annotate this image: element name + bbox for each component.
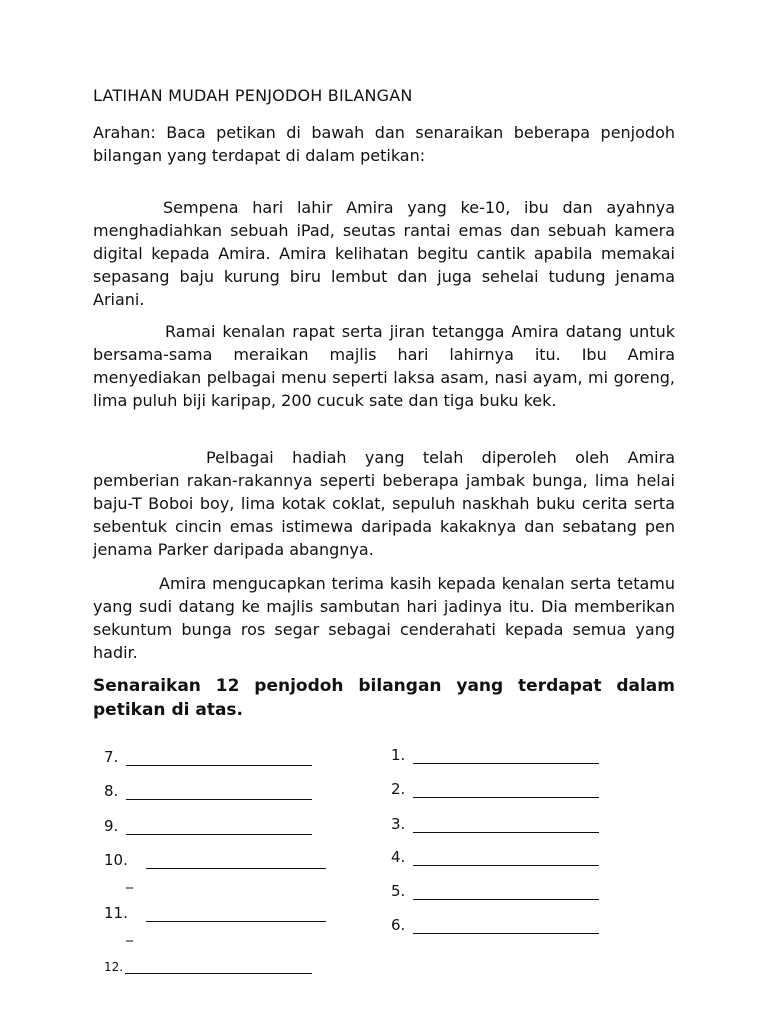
answer-blank-2[interactable] bbox=[413, 783, 599, 798]
answer-blank-9[interactable] bbox=[126, 820, 312, 835]
answer-number: 10. bbox=[104, 851, 128, 869]
answer-item-9 bbox=[104, 817, 312, 835]
answer-item-8 bbox=[104, 782, 312, 800]
answer-number: 9. bbox=[104, 817, 119, 835]
answer-item-5 bbox=[391, 882, 599, 900]
answer-item-1 bbox=[391, 746, 599, 764]
worksheet-title: LATIHAN MUDAH PENJODOH BILANGAN bbox=[93, 86, 413, 105]
answer-blank-4[interactable] bbox=[413, 851, 599, 866]
answer-blank-1[interactable] bbox=[413, 749, 599, 764]
instruction-text: Arahan: Baca petikan di bawah dan senaraikan beberapa penjodoh bilangan yang terdapat di dalam petikan: bbox=[93, 123, 675, 165]
answer-number: 8. bbox=[104, 782, 119, 800]
answer-item-2 bbox=[391, 780, 599, 798]
answer-blank-5[interactable] bbox=[413, 885, 599, 900]
answer-blank-12[interactable] bbox=[125, 959, 312, 974]
answer-blank-6[interactable] bbox=[413, 919, 599, 934]
answer-number: 5. bbox=[391, 882, 406, 900]
passage-paragraph-4: Amira mengucapkan terima kasih kepada kenalan serta tetamu yang sudi datang ke majlis sambutan hari jadinya itu. Dia memberikan sekuntum bunga ros segar sebagai cenderahati kepada semua yang hadir. bbox=[93, 574, 675, 662]
answer-item-10 bbox=[104, 851, 326, 889]
answer-number: 6. bbox=[391, 916, 406, 934]
answer-blank-11[interactable] bbox=[146, 907, 326, 922]
answer-number: 4. bbox=[391, 848, 406, 866]
answer-item-6 bbox=[391, 916, 599, 934]
answer-blank-10[interactable] bbox=[146, 854, 326, 869]
answer-number: 3. bbox=[391, 815, 406, 833]
answer-number: 12. bbox=[104, 960, 124, 974]
question-text: Senaraikan 12 penjodoh bilangan yang terdapat dalam petikan di atas. bbox=[93, 676, 675, 720]
answer-item-12 bbox=[104, 959, 312, 974]
passage-paragraph-3: Pelbagai hadiah yang telah diperoleh oleh Amira pemberian rakan-rakannya seperti beberapa jambak bunga, lima helai baju-T Boboi boy, lima kotak coklat, sepuluh naskhah buku cerita serta sebentuk cincin emas istimewa daripada kakaknya dan sebatang pen jenama Parker daripada abangnya. bbox=[93, 448, 675, 559]
answer-trail: _ bbox=[126, 873, 133, 889]
answer-number: 11. bbox=[104, 904, 128, 922]
answer-number: 7. bbox=[104, 748, 119, 766]
answer-number: 1. bbox=[391, 746, 406, 764]
answer-item-11 bbox=[104, 904, 326, 942]
answer-item-7 bbox=[104, 748, 312, 766]
answer-blank-3[interactable] bbox=[413, 818, 599, 833]
answer-number: 2. bbox=[391, 780, 406, 798]
answer-trail: _ bbox=[126, 926, 133, 942]
passage-paragraph-2: Ramai kenalan rapat serta jiran tetangga Amira datang untuk bersama-sama meraikan majlis hari lahirnya itu. Ibu Amira menyediakan pelbagai menu seperti laksa asam, nasi ayam, mi goreng, lima puluh biji karipap, 200 cucuk sate dan tiga buku kek. bbox=[93, 322, 675, 410]
passage-paragraph-1: Sempena hari lahir Amira yang ke-10, ibu dan ayahnya menghadiahkan sebuah iPad, seutas rantai emas dan sebuah kamera digital kepada Amira. Amira kelihatan begitu cantik apabila memakai sepasang baju kurung biru lembut dan juga sehelai tudung jenama Ariani. bbox=[93, 198, 675, 309]
answer-blank-7[interactable] bbox=[126, 751, 312, 766]
answer-item-3 bbox=[391, 815, 599, 833]
answer-blank-8[interactable] bbox=[126, 785, 312, 800]
answer-item-4 bbox=[391, 848, 599, 866]
